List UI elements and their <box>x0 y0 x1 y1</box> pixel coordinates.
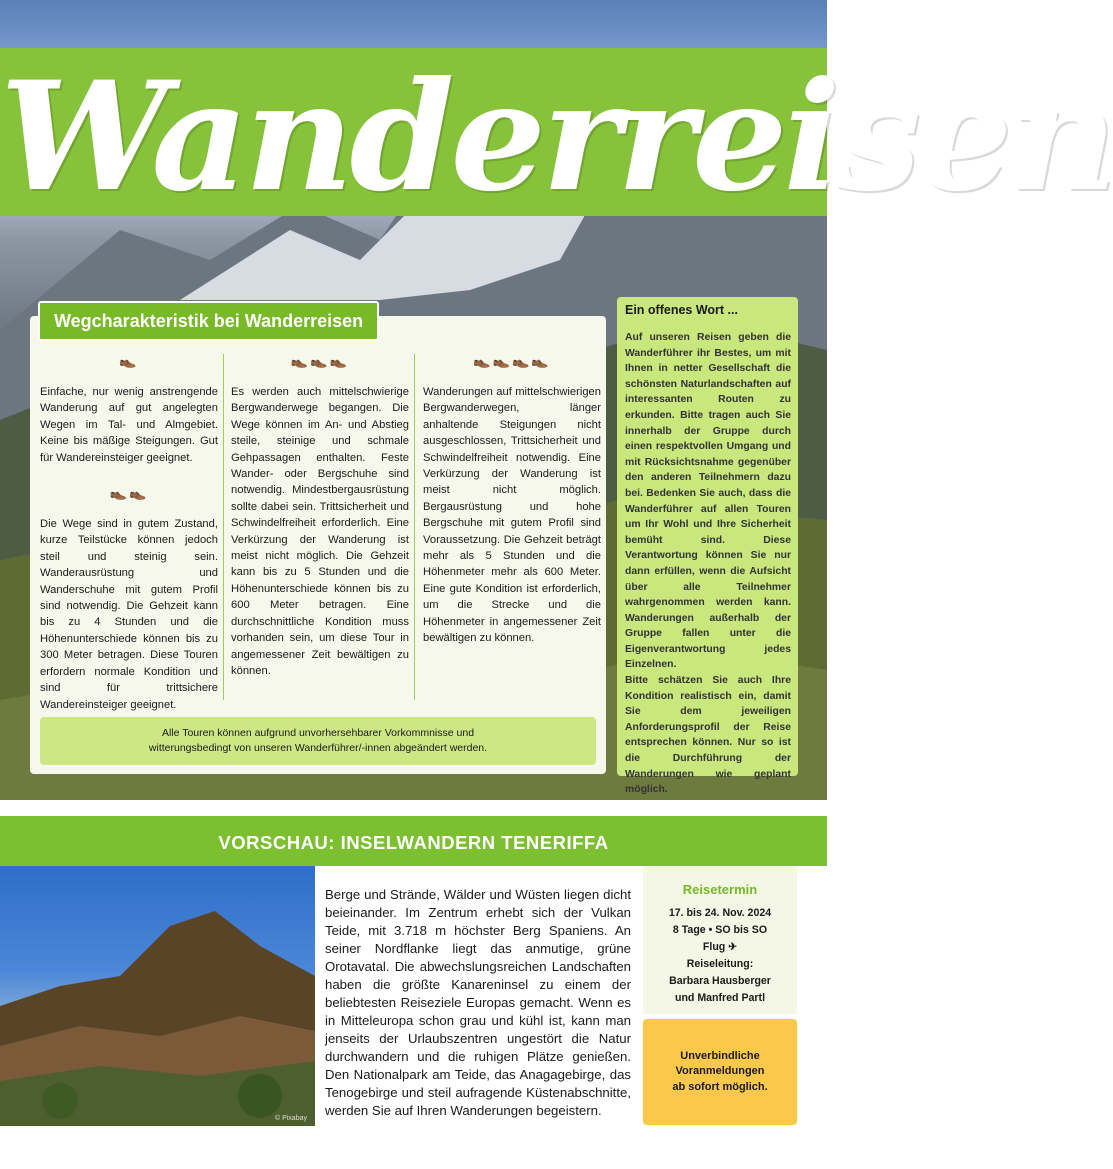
sidebar-paragraph-1: Auf unseren Reisen geben die Wanderführer ihr Bestes, um mit Ihnen in netter Gesellschaft die schönsten Naturlandschaften auf interessanten Routen zu erkunden. Bitte tragen auch Sie innerhalb der Gruppe durch einen respektvollen Umgang und mit Rücksichtsnahme gegenüber den anderen Teilnehmern dazu bei. Bedenken Sie auch, dass die Wanderführer auf allen Touren um Ihr Wohl und Ihre Sicherheit bemüht sind. Diese Verantwortung können Sie nur dann erfüllen, wenn die Aufsicht über alle Teilnehmer wahrgenommen werden kann. Wanderungen außerhalb der Gruppe fallen unter die Eigenverantwortung jedes Einzelnen. <box>625 332 791 671</box>
travel-dates: 17. bis 24. Nov. 2024 <box>668 907 772 919</box>
sidebar-text <box>625 330 791 798</box>
travel-flight: Flug ✈ <box>702 941 738 953</box>
tenerife-mountain-illustration <box>0 866 315 1126</box>
column-divider <box>223 354 224 700</box>
sidebar-heading: Ein offenes Wort ... <box>625 303 738 317</box>
column-divider <box>414 354 415 700</box>
cta-line-2: Voranmeldungen <box>675 1065 765 1078</box>
preview-description: Berge und Strände, Wälder und Wüsten liegen dicht beieinander. Im Zentrum erhebt sich der Vulkan Teide, mit 3.718 m höchster Berg Spaniens. An seiner Nordflanke liegt das anmutige, grüne Orotavatal. Die abwechslungsreichen Landschaften haben die größte Kanareninsel zu einem der beliebtesten Reiseziele Europas gemacht. Wenn es in Mitteleuropa schon grau und kühl ist, kann man jenseits der Urlaubszentren ungestört die Natur durchwandern und die ruhigen Plätze genießen. Den Nationalpark am Teide, das Anagagebirge, das Tenogebirge und steil aufragende Küstenabschnitte, werden Sie auf Ihren Wanderungen begeistern. <box>325 887 631 1118</box>
preview-banner: VORSCHAU: INSELWANDERN TENERIFFA <box>0 816 827 866</box>
tour-lead-name-2: und Manfred Partl <box>674 992 766 1004</box>
difficulty-text-1: Einfache, nur wenig anstrengende Wanderung auf gut angelegten Wegen im Tal- und Almgebiet. Keine bis mäßige Steigungen. Gut für Wandereinsteiger geeignet. <box>40 386 218 464</box>
tenerife-photo <box>0 866 315 1126</box>
travel-dates-box <box>643 866 797 1014</box>
pre-registration-box <box>643 1019 797 1125</box>
tour-lead-name-1: Barbara Hausberger <box>669 975 771 987</box>
difficulty-column-2 <box>231 352 409 685</box>
boot-icon-level-1: 👞 <box>119 352 139 368</box>
difficulty-text-4: Wanderungen auf mittelschwierigen Bergwanderwegen, länger anhaltende Steigungen nicht ausgeschlossen, Trittsicherheit und Schwindelfreiheit notwendig. Eine Verkürzung der Wanderung ist meist nicht möglich. Bergausrüstung und hohe Bergschuhe mit gutem Profil sind Voraussetzung. Die Gehzeit beträgt mehr als 5 Stunden und die Höhenmeter mehr als 600 Meter. Eine gute Kondition ist erforderlich, um die Strecke und die Höhenmeter in angemessener Zeit bewältigen zu können. <box>423 386 601 645</box>
tour-lead-label: Reiseleitung: <box>686 958 754 970</box>
open-word-sidebar <box>617 297 798 796</box>
difficulty-text-3: Es werden auch mittelschwierige Bergwanderwege begangen. Die Wege können im An- und Abstieg steile, steinige und schmale Gehpassagen enthalten. Feste Wander- oder Bergschuhe sind notwendig. Mindestbergausrüstung sollte dabei sein. Trittsicherheit und Schwindelfreiheit erforderlich. Eine Verkürzung der Wanderung ist meist nicht möglich. Die Gehzeit kann bis zu 5 Stunden und die Höhenunterschiede können bis zu 600 Meter betragen. Eine durchschnittliche Kondition muss vorhanden sein, um diese Tour in angemessener Zeit bewältigen zu können. <box>231 386 409 677</box>
travel-duration: 8 Tage • SO bis SO <box>672 924 768 936</box>
disclaimer-line-2: witterungsbedingt von unseren Wanderführer/-innen abgeändert werden. <box>148 742 488 754</box>
photo-credit: © Pixabay <box>274 1115 307 1122</box>
difficulty-column-1 <box>40 352 218 719</box>
section-heading: Wegcharakteristik bei Wanderreisen <box>38 301 379 341</box>
disclaimer-line-1: Alle Touren können aufgrund unvorhersehbarer Vorkommnisse und <box>161 727 475 739</box>
boot-icon-level-4: 👞👞👞👞 <box>473 352 551 368</box>
difficulty-column-3 <box>423 352 601 653</box>
travel-dates-details <box>643 905 797 1007</box>
cta-line-1: Unverbindliche <box>680 1049 760 1062</box>
travel-dates-heading: Reisetermin <box>682 882 758 897</box>
cta-line-3: ab sofort möglich. <box>672 1080 768 1093</box>
disclaimer-note <box>40 717 596 765</box>
page-title: Wanderreisen <box>0 49 1113 225</box>
boot-icon-level-2: 👞👞 <box>109 484 149 501</box>
sidebar-paragraph-2: Bitte schätzen Sie auch Ihre Kondition realistisch ein, damit Sie dem jeweiligen Anforderungsprofil der Reise entsprechen können. Nur so ist die Durchführung der Wanderungen wie geplant möglich. <box>625 675 791 796</box>
boot-icon-level-3: 👞👞👞 <box>290 352 350 368</box>
difficulty-text-2: Die Wege sind in gutem Zustand, kurze Teilstücke können jedoch steil und steinig sein. Wanderausrüstung und Wanderschuhe mit gutem Profil sind notwendig. Die Gehzeit kann bis zu 4 Stunden und die Höhenunterschiede können bis zu 300 Meter betragen. Diese Touren erfordern normale Kondition und sind für trittsichere Wandereinsteiger geeignet. <box>40 518 218 711</box>
